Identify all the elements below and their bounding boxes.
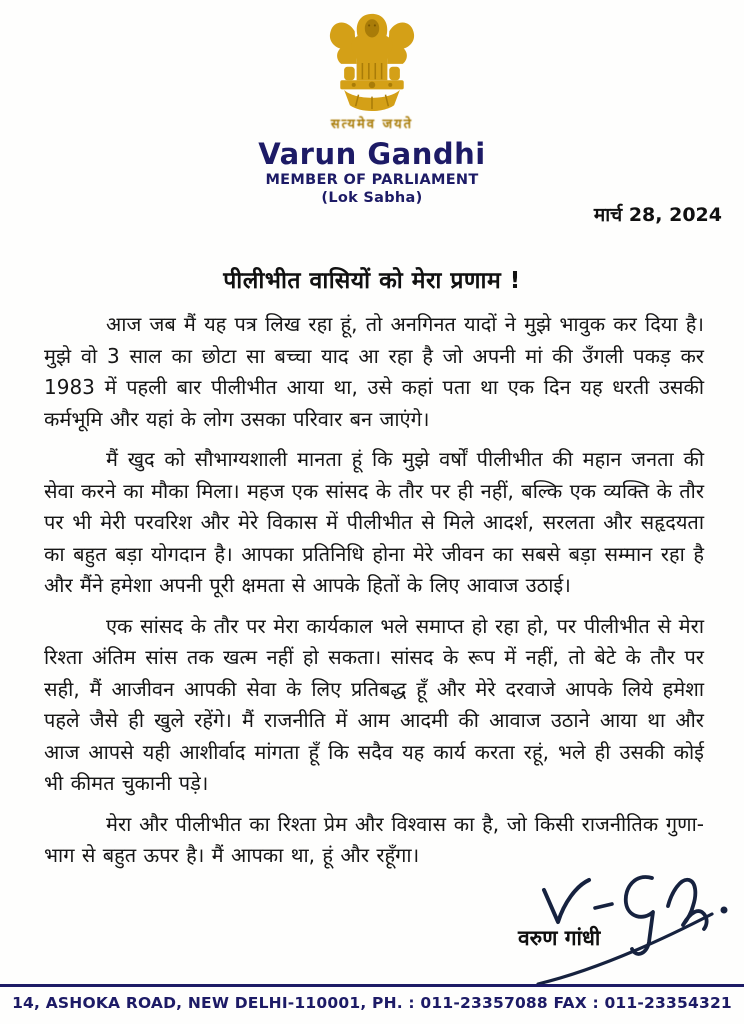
emblem-motto: सत्यमेव जयते <box>330 117 414 132</box>
letter-body <box>44 309 704 872</box>
letter-footer <box>0 984 744 1024</box>
letter-paragraph-3: एक सांसद के तौर पर मेरा कार्यकाल भले समाप्त हो रहा हो, पर पीलीभीत से मेरा रिश्ता अंतिम सांस तक खत्म नहीं हो सकता। सांसद के रूप में नहीं, तो बेटे के तौर पर सही, मैं आजीवन आपकी सेवा के लिए प्रतिबद्ध हूँ और मेरे दरवाजे आपके लिये हमेशा पहले जैसे ही खुले रहेंगे। मैं राजनीति में आम आदमी की आवाज उठाने आया था और आज आपसे यही आशीर्वाद मांगता हूँ कि सदैव यह कार्य करता रहूं, भले ही उसकी कोई भी कीमत चुकानी पड़े। <box>44 613 704 796</box>
footer-address: 14, ASHOKA ROAD, NEW DELHI-110001, PH. : 011-23357088 FAX : 011-23354321 <box>12 994 732 1012</box>
letterhead-name: Varun Gandhi <box>258 137 486 171</box>
signatory-name: वरुण गांधी <box>518 926 601 950</box>
ashoka-emblem-icon <box>0 12 744 112</box>
signature-block <box>502 868 740 992</box>
letterhead-title: MEMBER OF PARLIAMENT <box>265 171 479 188</box>
salutation: पीलीभीत वासियों को मेरा प्रणाम ! <box>223 268 521 295</box>
letter-paragraph-1: आज जब मैं यह पत्र लिख रहा हूं, तो अनगिनत यादों ने मुझे भावुक कर दिया है। मुझे वो 3 साल का छोटा सा बच्चा याद आ रहा है जो अपनी मां की उँगली पकड़ कर 1983 में पहली बार पीलीभीत आया था, उसे कहां पता था एक दिन यह धरती उसकी कर्मभूमि और यहां के लोग उसका परिवार बन जाएंगे। <box>44 312 704 431</box>
letterhead-subtitle: (Lok Sabha) <box>321 190 423 207</box>
letter-paragraph-2: मैं खुद को सौभाग्यशाली मानता हूं कि मुझे वर्षों पीलीभीत की महान जनता की सेवा करने का मौका मिला। महज एक सांसद के तौर पर ही नहीं, बल्कि एक व्यक्ति के तौर पर भी मेरी परवरिश और मेरे विकास में पीलीभीत से मिले आदर्श, सरलता और सहृदयता का बहुत बड़ा योगदान है। आपका प्रतिनिधि होना मेरे जीवन का सबसे बड़ा सम्मान रहा है और मैंने हमेशा अपनी पूरी क्षमता से आपके हितों के लिए आवाज उठाई। <box>44 447 704 598</box>
letter-date: मार्च 28, 2024 <box>593 204 722 226</box>
letter-paragraph-4: मेरा और पीलीभीत का रिश्ता प्रेम और विश्वास का है, जो किसी राजनीतिक गुणा-भाग से बहुत ऊपर है। मैं आपका था, हूं और रहूँगा। <box>44 811 704 868</box>
letterhead <box>0 0 744 207</box>
